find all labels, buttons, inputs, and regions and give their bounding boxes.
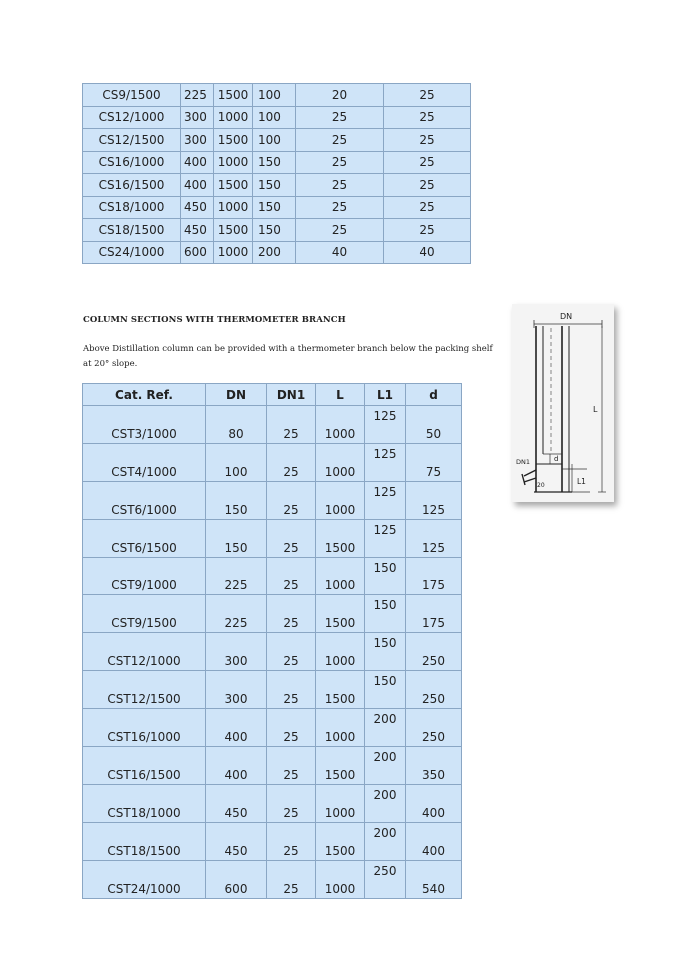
table-cell: 450: [181, 219, 214, 242]
table-cell: 200: [365, 822, 406, 860]
table-cell: 125: [365, 519, 406, 557]
table-row: [83, 519, 462, 557]
table-cell: 75: [406, 443, 462, 481]
table-cell: 250: [406, 633, 462, 671]
table-cell: 150: [253, 174, 296, 197]
table-cell: CST9/1000: [83, 557, 206, 595]
table-cell: 25: [384, 84, 471, 107]
table-cell: CS16/1000: [83, 151, 181, 174]
table-cell: 540: [406, 860, 462, 898]
table-cell: 600: [206, 860, 267, 898]
table-cell: 25: [267, 633, 316, 671]
table-cell: 25: [267, 406, 316, 444]
thermometer-branch-table-body: [83, 406, 462, 899]
table-cell: CS18/1500: [83, 219, 181, 242]
header-dn1: DN1: [267, 384, 316, 406]
table-row: [83, 557, 462, 595]
table-cell: 150: [365, 557, 406, 595]
table-cell: 250: [406, 709, 462, 747]
table-cell: 40: [384, 241, 471, 264]
table-cell: CS18/1000: [83, 196, 181, 219]
table-cell: 150: [206, 519, 267, 557]
table-cell: CST12/1500: [83, 671, 206, 709]
header-l1: L1: [365, 384, 406, 406]
table-cell: 225: [181, 84, 214, 107]
table-cell: 300: [206, 633, 267, 671]
table-row: [83, 84, 471, 107]
label-l: L: [593, 405, 598, 414]
section-title: COLUMN SECTIONS WITH THERMOMETER BRANCH: [83, 315, 346, 325]
table-cell: 200: [365, 709, 406, 747]
label-l1: L1: [577, 477, 586, 486]
table-cell: 450: [206, 822, 267, 860]
table-row: [83, 860, 462, 898]
table-cell: 1000: [316, 406, 365, 444]
table-row: [83, 747, 462, 785]
table-cell: 400: [181, 151, 214, 174]
table-row: [83, 406, 462, 444]
table-cell: CST16/1000: [83, 709, 206, 747]
table-cell: 300: [181, 129, 214, 152]
table-cell: 1000: [214, 241, 253, 264]
table-cell: 400: [206, 747, 267, 785]
table-cell: 1500: [214, 219, 253, 242]
table-cell: 1500: [316, 822, 365, 860]
table-row: [83, 129, 471, 152]
table-cell: 25: [296, 106, 384, 129]
table-cell: 25: [384, 174, 471, 197]
table-cell: 1500: [214, 129, 253, 152]
table-cell: 100: [253, 84, 296, 107]
table-cell: 150: [253, 151, 296, 174]
table-cell: 300: [206, 671, 267, 709]
table-cell: CS9/1500: [83, 84, 181, 107]
table-row: [83, 481, 462, 519]
table-cell: 1500: [214, 174, 253, 197]
table-cell: 25: [296, 129, 384, 152]
table-cell: 450: [181, 196, 214, 219]
table-cell: 150: [365, 671, 406, 709]
table-cell: 225: [206, 557, 267, 595]
table-row: [83, 671, 462, 709]
table-cell: 25: [296, 174, 384, 197]
table-cell: 400: [206, 709, 267, 747]
table-cell: 225: [206, 595, 267, 633]
table-row: [83, 595, 462, 633]
table-cell: 450: [206, 784, 267, 822]
table-cell: 600: [181, 241, 214, 264]
table-cell: 100: [253, 129, 296, 152]
thermometer-branch-table: [82, 383, 462, 899]
table-cell: 1500: [316, 671, 365, 709]
table-cell: CST6/1000: [83, 481, 206, 519]
table-cell: 80: [206, 406, 267, 444]
table-cell: CST3/1000: [83, 406, 206, 444]
table-cell: 25: [267, 860, 316, 898]
table-cell: 150: [365, 595, 406, 633]
table-cell: CS12/1000: [83, 106, 181, 129]
table-cell: CST18/1000: [83, 784, 206, 822]
table-cell: 350: [406, 747, 462, 785]
label-angle: 20: [537, 482, 545, 489]
label-dn1: DN1: [516, 458, 531, 466]
table-cell: 200: [365, 747, 406, 785]
table-cell: 20: [296, 84, 384, 107]
table-cell: CST4/1000: [83, 443, 206, 481]
table-cell: 1000: [316, 860, 365, 898]
table-row: [83, 822, 462, 860]
table-cell: 250: [365, 860, 406, 898]
table-cell: 25: [267, 519, 316, 557]
table-cell: 25: [267, 709, 316, 747]
table-cell: 25: [267, 481, 316, 519]
table-cell: CST9/1500: [83, 595, 206, 633]
table-cell: 25: [267, 747, 316, 785]
table-cell: 25: [267, 557, 316, 595]
table-cell: 1500: [316, 747, 365, 785]
diagram-drawing: [512, 304, 614, 502]
table-cell: 25: [384, 219, 471, 242]
table-cell: 50: [406, 406, 462, 444]
table-cell: 1500: [214, 84, 253, 107]
table-cell: 25: [267, 671, 316, 709]
table-cell: 150: [253, 196, 296, 219]
table-cell: 125: [406, 519, 462, 557]
table-cell: 200: [365, 784, 406, 822]
table-cell: 200: [253, 241, 296, 264]
table-cell: 25: [267, 595, 316, 633]
column-sections-table: [82, 83, 471, 264]
table-row: [83, 241, 471, 264]
table-cell: 25: [267, 443, 316, 481]
table-cell: CST18/1500: [83, 822, 206, 860]
table-cell: 1000: [214, 151, 253, 174]
header-l: L: [316, 384, 365, 406]
table-cell: 1000: [316, 709, 365, 747]
table-cell: 150: [365, 633, 406, 671]
table-cell: 1000: [214, 106, 253, 129]
table-header-row: [83, 384, 462, 406]
table-cell: 175: [406, 595, 462, 633]
table-cell: 125: [365, 481, 406, 519]
label-dn: DN: [560, 312, 573, 321]
table-row: [83, 174, 471, 197]
table-cell: 150: [206, 481, 267, 519]
table-cell: 1000: [316, 481, 365, 519]
table-row: [83, 784, 462, 822]
table-cell: 25: [384, 106, 471, 129]
table-cell: 400: [181, 174, 214, 197]
header-d: d: [406, 384, 462, 406]
table-row: [83, 633, 462, 671]
table-cell: 25: [296, 219, 384, 242]
table-cell: CST6/1500: [83, 519, 206, 557]
table-cell: 100: [253, 106, 296, 129]
table-cell: 25: [384, 129, 471, 152]
header-dn: DN: [206, 384, 267, 406]
section-description: Above Distillation column can be provided with a thermometer branch below the packing shelf at 20° slope.: [83, 344, 493, 369]
table-cell: 250: [406, 671, 462, 709]
header-cat-ref: Cat. Ref.: [83, 384, 206, 406]
table-row: [83, 443, 462, 481]
table-cell: 150: [253, 219, 296, 242]
table-cell: 25: [296, 196, 384, 219]
table-row: [83, 151, 471, 174]
label-d: d: [554, 455, 559, 463]
table-row: [83, 709, 462, 747]
column-sections-table-body: [83, 84, 471, 264]
table-cell: 40: [296, 241, 384, 264]
table-cell: CST12/1000: [83, 633, 206, 671]
table-cell: 25: [384, 196, 471, 219]
table-cell: 125: [365, 443, 406, 481]
table-cell: 1500: [316, 595, 365, 633]
table-cell: 1000: [214, 196, 253, 219]
table-cell: 125: [406, 481, 462, 519]
table-cell: 125: [365, 406, 406, 444]
table-cell: 300: [181, 106, 214, 129]
table-cell: 400: [406, 822, 462, 860]
table-cell: 1000: [316, 443, 365, 481]
table-cell: 25: [267, 822, 316, 860]
table-cell: CST24/1000: [83, 860, 206, 898]
table-cell: 1000: [316, 784, 365, 822]
table-cell: 400: [406, 784, 462, 822]
table-cell: 25: [267, 784, 316, 822]
table-cell: 1500: [316, 519, 365, 557]
table-cell: 100: [206, 443, 267, 481]
table-cell: CS12/1500: [83, 129, 181, 152]
table-cell: CST16/1500: [83, 747, 206, 785]
table-row: [83, 219, 471, 242]
column-section-diagram: [512, 304, 614, 502]
table-row: [83, 106, 471, 129]
table-cell: 1000: [316, 633, 365, 671]
table-cell: 25: [384, 151, 471, 174]
table-cell: 1000: [316, 557, 365, 595]
table-cell: 175: [406, 557, 462, 595]
table-cell: CS24/1000: [83, 241, 181, 264]
table-row: [83, 196, 471, 219]
table-cell: CS16/1500: [83, 174, 181, 197]
table-cell: 25: [296, 151, 384, 174]
